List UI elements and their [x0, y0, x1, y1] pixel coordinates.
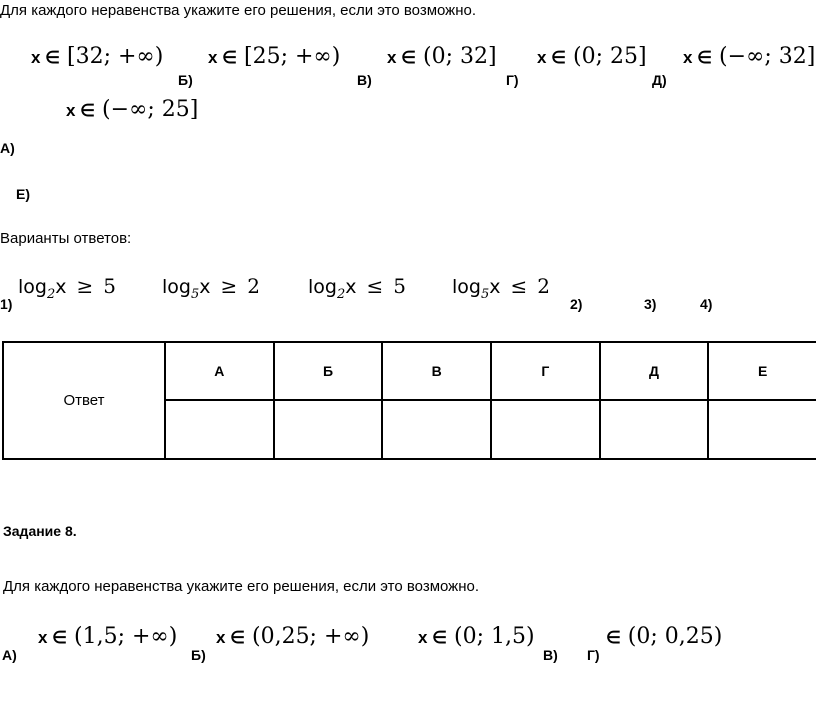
answers-heading: Варианты ответов: [0, 230, 132, 247]
solution-d-letter: Д) [652, 72, 667, 88]
solution-b-expr: x ∈ [25; +∞) [208, 44, 341, 69]
answer-row-label: Ответ [3, 342, 165, 459]
answer-4-expr: $\log_5x \le 2$ [452, 274, 550, 302]
answer-1-expr: $\log_2x \ge 5$ [18, 274, 116, 302]
element-of-symbol: x ∈ [216, 628, 245, 647]
solution-d-expr: x ∈ (−∞; 32] [683, 44, 816, 69]
solution-b-letter: Б) [178, 72, 193, 88]
solution-g-expr: x ∈ (0; 25] [537, 44, 647, 69]
task8-solution-a-letter: А) [2, 647, 17, 663]
table-header-g: Г [491, 342, 600, 400]
answer-3-expr: $\log_2x \le 5$ [308, 274, 406, 302]
answer-3-num: 3) [644, 296, 657, 312]
element-of-symbol: x ∈ [537, 48, 566, 67]
answer-cell-d[interactable] [600, 400, 709, 459]
answer-2-expr: $\log_5x \ge 2$ [162, 274, 260, 302]
task8-solution-v-letter: В) [543, 647, 558, 663]
task8-solution-g-expr: ∈ (0; 0,25) [606, 624, 723, 649]
solution-e-expr: x ∈ (−∞; 25] [66, 97, 199, 122]
table-header-e: Е [708, 342, 816, 400]
answer-cell-a[interactable] [165, 400, 274, 459]
answer-2-num: 2) [570, 296, 583, 312]
element-of-symbol: x ∈ [418, 628, 447, 647]
element-of-symbol: x ∈ [31, 48, 60, 67]
solution-v-expr: x ∈ (0; 32] [387, 44, 497, 69]
element-of-symbol: x ∈ [208, 48, 237, 67]
answer-cell-g[interactable] [491, 400, 600, 459]
task8-instruction: Для каждого неравенства укажите его решения, если это возможно. [3, 578, 480, 595]
solution-g-letter: Г) [506, 72, 519, 88]
answer-cell-b[interactable] [274, 400, 383, 459]
table-header-v: В [382, 342, 491, 400]
task7-instruction: Для каждого неравенства укажите его решения, если это возможно. [0, 2, 477, 19]
answer-cell-v[interactable] [382, 400, 491, 459]
table-header-d: Д [600, 342, 709, 400]
table-header-a: А [165, 342, 274, 400]
element-of-symbol: x ∈ [387, 48, 416, 67]
task8-title: Задание 8. [3, 523, 77, 539]
solution-a-expr: x ∈ [32; +∞) [31, 44, 164, 69]
element-of-symbol: x ∈ [66, 101, 95, 120]
task8-solution-a-expr: x ∈ (1,5; +∞) [38, 624, 178, 649]
answer-table [2, 341, 816, 460]
answer-cell-e[interactable] [708, 400, 816, 459]
task8-solution-g-letter: Г) [587, 647, 600, 663]
element-of-symbol: ∈ [606, 628, 621, 647]
task8-solution-v-expr: x ∈ (0; 1,5) [418, 624, 535, 649]
element-of-symbol: x ∈ [38, 628, 67, 647]
task8-solution-b-expr: x ∈ (0,25; +∞) [216, 624, 370, 649]
answer-4-num: 4) [700, 296, 713, 312]
solution-v-letter: В) [357, 72, 372, 88]
task8-solution-b-letter: Б) [191, 647, 206, 663]
table-header-b: Б [274, 342, 383, 400]
solution-a-letter: А) [0, 140, 15, 156]
answer-1-num: 1) [0, 296, 13, 312]
element-of-symbol: x ∈ [683, 48, 712, 67]
solution-e-letter: Е) [16, 186, 30, 202]
